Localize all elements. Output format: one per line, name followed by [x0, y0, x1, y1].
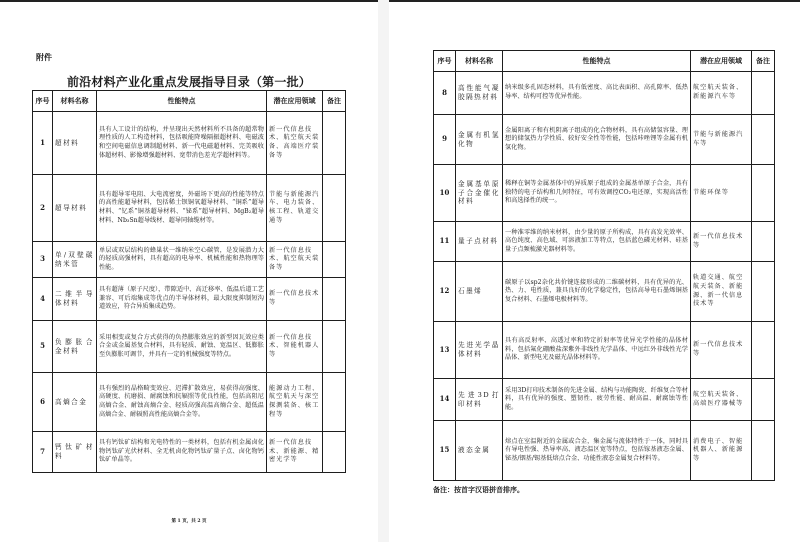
row-features: 具有强烈的晶格畸变效应、迟滞扩散效应，易获得高强度、高硬度、抗磨损、耐腐蚀和抗辐照等优良性能，包括高阻尼高熵合金、耐蚀高熵合金、轻质高强高温高熵合金、超低温高熵合金、耐辐照高性能高熵合金等。 — [97, 373, 267, 432]
row-features: 熔点在室温附近的金属或合金，集金属与流体特性于一体，同时具有导电性强、热导率高、液态温区宽等特点，包括镓基液态金属、铋基/铟基/锡基低熔点合金、功能性液态金属复合材料等。 — [503, 421, 691, 481]
row-features: 纳米级多孔固态材料，具有低密度、高比表面积、高孔隙率、低热导率、结构可控等优异性能。 — [503, 72, 691, 115]
table-header-row — [434, 51, 775, 72]
attachment-label: 附件 — [36, 53, 52, 62]
materials-table-part-2 — [433, 50, 775, 481]
row-applications: 新一代信息技术等 — [691, 222, 752, 262]
table-row — [33, 373, 346, 432]
row-features: 具有钙钛矿结构和光电特性的一类材料，包括有机金属卤化物钙钛矿光伏材料、全无机卤化物钙钛矿量子点、卤化物钙钛矿单晶等。 — [97, 432, 267, 473]
table-row — [434, 262, 775, 322]
row-note — [752, 379, 775, 421]
row-features: 碳原子以sp2杂化共价键连接形成的二维碳材料，具有优异的光、热、力、电性质，兼具良好的化学稳定性，包括高导电石墨烯铜基复合材料、石墨烯电极材料等。 — [503, 262, 691, 322]
page-number-footer: 第 1 页，共 2 页 — [171, 519, 207, 524]
row-applications: 新一代信息技术等 — [691, 322, 752, 379]
row-note — [752, 421, 775, 481]
row-no: 4 — [33, 278, 53, 321]
row-applications: 节能与新能源汽车、电力装备、核工程、轨道交通等 — [267, 175, 323, 242]
row-applications: 节能与新能源汽车等 — [691, 115, 752, 165]
row-material-name: 量子点材料 — [456, 222, 503, 262]
table-row — [434, 421, 775, 481]
row-note — [752, 222, 775, 262]
row-note — [323, 373, 346, 432]
row-material-name: 超导材料 — [53, 175, 97, 242]
table-row — [434, 72, 775, 115]
row-applications: 新一代信息技术等 — [267, 278, 323, 321]
row-material-name: 金属基单原子合金催化材料 — [456, 165, 503, 222]
row-material-name: 先进3D打印材料 — [456, 379, 503, 421]
row-applications: 新一代信息技术、航空航天装备等 — [267, 242, 323, 278]
row-applications: 轨道交通、航空航天装备、新能源、新一代信息技术等 — [691, 262, 752, 322]
row-material-name: 单/双壁碳纳米管 — [53, 242, 97, 278]
row-no: 2 — [33, 175, 53, 242]
row-material-name: 液态金属 — [456, 421, 503, 481]
row-no: 5 — [33, 321, 53, 373]
table-footnote: 备注：按首字汉语拼音排序。 — [433, 485, 524, 494]
header-no: 序号 — [33, 91, 53, 112]
row-features: 具有人工设计的结构，并呈现出天然材料所不具备的超常物理性质的人工构造材料，包括吸能降噪隔振超材料、电磁波和空间电磁信息调制超材料、新一代电磁超材料、完美吸收体超材料、影像增强超材料、宽带消色差光学超材料等。 — [97, 112, 267, 175]
row-no: 15 — [434, 421, 456, 481]
row-no: 1 — [33, 112, 53, 175]
table-row — [33, 242, 346, 278]
table-row — [33, 175, 346, 242]
row-material-name: 石墨烯 — [456, 262, 503, 322]
header-note: 备注 — [752, 51, 775, 72]
document-page-2 — [389, 0, 800, 542]
row-features: 单层或双层结构的蜂巢状一维纳米空心碳管，是发展潜力大的轻质高强材料，具有超高的电导率、机械性能和热物理等性能。 — [97, 242, 267, 278]
row-applications: 新一代信息技术、航空航天装备、高端医疗装备等 — [267, 112, 323, 175]
row-no: 7 — [33, 432, 53, 473]
document-title: 前沿材料产业化重点发展指导目录（第一批） — [66, 75, 311, 89]
row-no: 6 — [33, 373, 53, 432]
row-material-name: 负膨胀合金材料 — [53, 321, 97, 373]
row-material-name: 超材料 — [53, 112, 97, 175]
row-features: 具有超导零电阻、大电流密度，外磁场下更高的性能等特点的高性能超导材料，包括稀土钡铜氧超导材料、“铜系”超导材料、“钇系”铜基超导材料、“铋系”超导材料、MgB₂超导材料、Nb₃Sn超导线材、超导同轴缆材等。 — [97, 175, 267, 242]
row-no: 14 — [434, 379, 456, 421]
row-applications: 航空航天装备、高端医疗器械等 — [691, 379, 752, 421]
table-row — [33, 112, 346, 175]
row-applications: 航空航天装备、新能源汽车等 — [691, 72, 752, 115]
row-note — [323, 242, 346, 278]
row-note — [323, 321, 346, 373]
header-applications: 潜在应用领域 — [267, 91, 323, 112]
header-material-name: 材料名称 — [456, 51, 503, 72]
row-material-name: 金属有机氢化物 — [456, 115, 503, 165]
row-material-name: 钙钛矿材料 — [53, 432, 97, 473]
row-note — [752, 72, 775, 115]
row-note — [752, 115, 775, 165]
row-no: 10 — [434, 165, 456, 222]
header-no: 序号 — [434, 51, 456, 72]
row-applications: 消费电子、智能机器人、新能源等 — [691, 421, 752, 481]
row-applications: 节能环保等 — [691, 165, 752, 222]
table-row — [33, 432, 346, 473]
row-note — [752, 322, 775, 379]
table-row — [33, 278, 346, 321]
row-features: 具有超薄（原子尺度），带隙适中、高迁移率、低温后道工艺兼容、可后端集成等优点的半导体材料，最大限度抑制短沟道效应，符合异质集成趋势。 — [97, 278, 267, 321]
table-row — [434, 115, 775, 165]
row-note — [752, 165, 775, 222]
table-row — [434, 165, 775, 222]
row-applications: 新一代信息技术、新能源、精密光学等 — [267, 432, 323, 473]
row-note — [323, 175, 346, 242]
row-note — [323, 278, 346, 321]
row-no: 8 — [434, 72, 456, 115]
row-features: 具有高反射率、高透过率和特定折射率等优异光学性能的晶体材料，包括氟化硼酸盐深紫外非线性光学晶体、中远红外非线性光学晶体、新型电光及磁光晶体材料等。 — [503, 322, 691, 379]
row-applications: 新一代信息技术、智能机器人等 — [267, 321, 323, 373]
row-features: 采用相变或复合方式获得的负热膨胀效应的新型因瓦效应类合金或金属基复合材料，具有轻质、耐蚀、宽温区、低膨胀至负膨胀可调节，并具有一定的机械强度等特点。 — [97, 321, 267, 373]
document-page-1 — [0, 0, 378, 542]
row-material-name: 二维半导体材料 — [53, 278, 97, 321]
header-features: 性能特点 — [97, 91, 267, 112]
header-note: 备注 — [323, 91, 346, 112]
row-no: 13 — [434, 322, 456, 379]
table-row — [434, 379, 775, 421]
row-features: 采用3D打印技术制备的先进金属、结构与功能陶瓷、纤维复合等材料，具有优异的强度、塑韧性、疲劳性能、耐高温、耐腐蚀等性能。 — [503, 379, 691, 421]
row-features: 稀释在铜等金属基体中的异质原子组成的金属基单原子合金，具有独特的电子结构和几何特征，可有效调控CO₂电还原，实现高活性和高选择性的统一。 — [503, 165, 691, 222]
row-no: 11 — [434, 222, 456, 262]
table-row — [33, 321, 346, 373]
header-applications: 潜在应用领域 — [691, 51, 752, 72]
row-material-name: 高熵合金 — [53, 373, 97, 432]
row-no: 3 — [33, 242, 53, 278]
row-applications: 能源动力工程、航空航天与深空探测装备、核工程等 — [267, 373, 323, 432]
row-note — [752, 262, 775, 322]
table-row — [434, 222, 775, 262]
row-note — [323, 432, 346, 473]
row-features: 一种准零维的纳米材料，由少量的原子所构成，具有高发光效率、高色纯度、高色域、可溶液加工等特点，包括蓝色磷光材料、硅基量子点频梳激光器材料等。 — [503, 222, 691, 262]
row-note — [323, 112, 346, 175]
header-material-name: 材料名称 — [53, 91, 97, 112]
row-material-name: 先进光学晶体材料 — [456, 322, 503, 379]
header-features: 性能特点 — [503, 51, 691, 72]
table-row — [434, 322, 775, 379]
row-no: 9 — [434, 115, 456, 165]
row-features: 金属阳离子和有机阴离子组成的化合物材料，具有高储氢容量、理想的储氢热力学性质、较好安全性等性能，包括咔唑锂等金属有机氢化物。 — [503, 115, 691, 165]
row-material-name: 高性能气凝胶隔热材料 — [456, 72, 503, 115]
table-header-row — [33, 91, 346, 112]
row-no: 12 — [434, 262, 456, 322]
materials-table-part-1 — [32, 90, 346, 473]
